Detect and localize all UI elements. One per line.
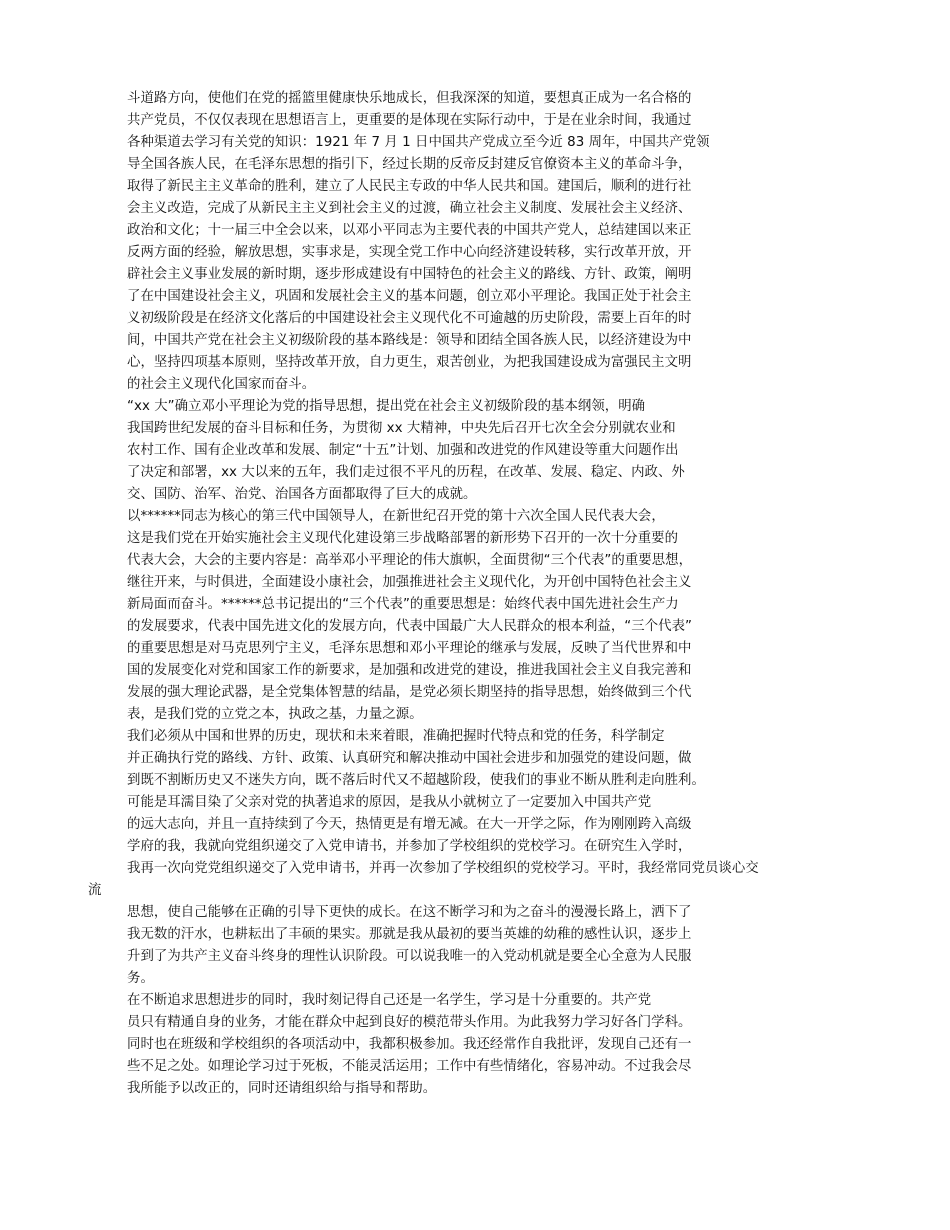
text-line: 代表大会，大会的主要内容是：高举邓小平理论的伟大旗帜，全面贯彻“三个代表”的重要思想， bbox=[127, 553, 693, 568]
text-line: 以******同志为核心的第三代中国领导人，在新世纪召开党的第十六次全国人民代表大会， bbox=[127, 509, 665, 524]
text-line: 会主义改造，完成了从新民主主义到社会主义的过渡，确立社会主义制度、发展社会主义经济、 bbox=[127, 201, 692, 216]
text-line: 了在中国建设社会主义，巩固和发展社会主义的基本问题，创立邓小平理论。我国正处于社会主 bbox=[127, 289, 692, 304]
text-line: 表，是我们党的立党之本，执政之基，力量之源。 bbox=[127, 707, 423, 722]
text-line: 新局面而奋斗。******总书记提出的“三个代表”的重要思想是：始终代表中国先进社会生产力 bbox=[127, 597, 679, 612]
text-line: 可能是耳濡目染了父亲对党的执著追求的原因，是我从小就树立了一定要加入中国共产党 bbox=[127, 795, 652, 810]
text-line: 农村工作、国有企业改革和发展、制定“十五”计划、加强和改进党的作风建设等重大问题作出 bbox=[127, 443, 679, 458]
text-line: 国的发展变化对党和国家工作的新要求，是加强和改进党的建设，推进我国社会主义自我完善和 bbox=[127, 663, 692, 678]
text-line: 取得了新民主主义革命的胜利，建立了人民民主专政的中华人民共和国。建国后，顺利的进行社 bbox=[127, 179, 692, 194]
text-line: 各种渠道去学习有关党的知识：1921 年 7 月 1 日中国共产党成立至今近 83 周年，中国共产党领 bbox=[127, 135, 710, 150]
text-line: 升到了为共产主义奋斗终身的理性认识阶段。可以说我唯一的入党动机就是要全心全意为人民服 bbox=[127, 949, 692, 964]
text-line: 员只有精通自身的业务，才能在群众中起到良好的模范带头作用。为此我努力学习好各门学科。 bbox=[127, 1015, 692, 1030]
text-line: “xx 大”确立邓小平理论为党的指导思想，提出党在社会主义初级阶段的基本纲领，明确 bbox=[127, 399, 646, 414]
text-line: 些不足之处。如理论学习过于死板，不能灵活运用；工作中有些情绪化，容易冲动。不过我会尽 bbox=[127, 1059, 692, 1074]
text-line: 我国跨世纪发展的奋斗目标和任务，为贯彻 xx 大精神，中央先后召开七次全会分别就农业和 bbox=[127, 421, 676, 436]
text-line: 到既不割断历史又不迷失方向，既不落后时代又不超越阶段，使我们的事业不断从胜利走向胜利。 bbox=[127, 773, 705, 788]
text-line: 在不断追求思想进步的同时，我时刻记得自己还是一名学生，学习是十分重要的。共产党 bbox=[127, 993, 652, 1008]
text-line: 继往开来，与时俱进，全面建设小康社会，加强推进社会主义现代化，为开创中国特色社会主义 bbox=[127, 575, 692, 590]
text-line: 义初级阶段是在经济文化落后的中国建设社会主义现代化不可逾越的历史阶段，需要上百年的时 bbox=[127, 311, 692, 326]
text-line: 斗道路方向，使他们在党的摇篮里健康快乐地成长，但我深深的知道，要想真正成为一名合格的 bbox=[127, 91, 692, 106]
text-line: 这是我们党在开始实施社会主义现代化建设第三步战略部署的新形势下召开的一次十分重要的 bbox=[127, 531, 679, 546]
text-line: 同时也在班级和学校组织的各项活动中，我都积极参加。我还经常作自我批评，发现自己还有一 bbox=[127, 1037, 692, 1052]
text-line: 交、国防、治军、治党、治国各方面都取得了巨大的成就。 bbox=[127, 487, 477, 502]
text-line: 的发展要求，代表中国先进文化的发展方向，代表中国最广大人民群众的根本利益，“三个代表” bbox=[127, 619, 693, 634]
text-line: 反两方面的经验，解放思想，实事求是，实现全党工作中心向经济建设转移，实行改革开放，开 bbox=[127, 245, 692, 260]
text-line: 流 bbox=[88, 883, 102, 898]
text-line: 的社会主义现代化国家而奋斗。 bbox=[127, 377, 316, 392]
text-line: 了决定和部署，xx 大以来的五年，我们走过很不平凡的历程，在改革、发展、稳定、内政、外 bbox=[127, 465, 685, 480]
text-line: 我无数的汗水，也耕耘出了丰硕的果实。那就是我从最初的要当英雄的幼稚的感性认识，逐步上 bbox=[127, 927, 692, 942]
text-line: 辟社会主义事业发展的新时期，逐步形成建设有中国特色的社会主义的路线、方针、政策，阐明 bbox=[127, 267, 692, 282]
text-line: 务。 bbox=[127, 971, 154, 986]
text-line: 思想，使自己能够在正确的引导下更快的成长。在这不断学习和为之奋斗的漫漫长路上，洒下了 bbox=[127, 905, 692, 920]
text-line: 政治和文化；十一届三中全会以来，以邓小平同志为主要代表的中国共产党人，总结建国以来正 bbox=[127, 223, 692, 238]
text-line: 并正确执行党的路线、方针、政策、认真研究和解决推动中国社会进步和加强党的建设问题，做 bbox=[127, 751, 692, 766]
text-line: 的重要思想是对马克思列宁主义，毛泽东思想和邓小平理论的继承与发展，反映了当代世界和中 bbox=[127, 641, 692, 656]
text-line: 学府的我，我就向党组织递交了入党申请书，并参加了学校组织的党校学习。在研究生入学时， bbox=[127, 839, 692, 854]
text-line: 共产党员，不仅仅表现在思想语言上，更重要的是体现在实际行动中，于是在业余时间，我通过 bbox=[127, 113, 692, 128]
text-line: 心，坚持四项基本原则，坚持改革开放，自力更生，艰苦创业，为把我国建设成为富强民主文明 bbox=[127, 355, 692, 370]
text-line: 发展的强大理论武器，是全党集体智慧的结晶，是党必须长期坚持的指导思想，始终做到三个代 bbox=[127, 685, 692, 700]
text-line: 我再一次向党党组织递交了入党申请书，并再一次参加了学校组织的党校学习。平时，我经常同党员谈心交 bbox=[127, 861, 759, 876]
text-line: 我所能予以改正的，同时还请组织给与指导和帮助。 bbox=[127, 1081, 437, 1096]
text-line: 间，中国共产党在社会主义初级阶段的基本路线是：领导和团结全国各族人民，以经济建设为中 bbox=[127, 333, 692, 348]
text-line: 的远大志向，并且一直持续到了今天，热情更是有增无减。在大一开学之际，作为刚刚跨入高级 bbox=[127, 817, 692, 832]
text-line: 导全国各族人民，在毛泽东思想的指引下，经过长期的反帝反封建反官僚资本主义的革命斗争， bbox=[127, 157, 692, 172]
text-line: 我们必须从中国和世界的历史，现状和未来着眼，准确把握时代特点和党的任务，科学制定 bbox=[127, 729, 665, 744]
